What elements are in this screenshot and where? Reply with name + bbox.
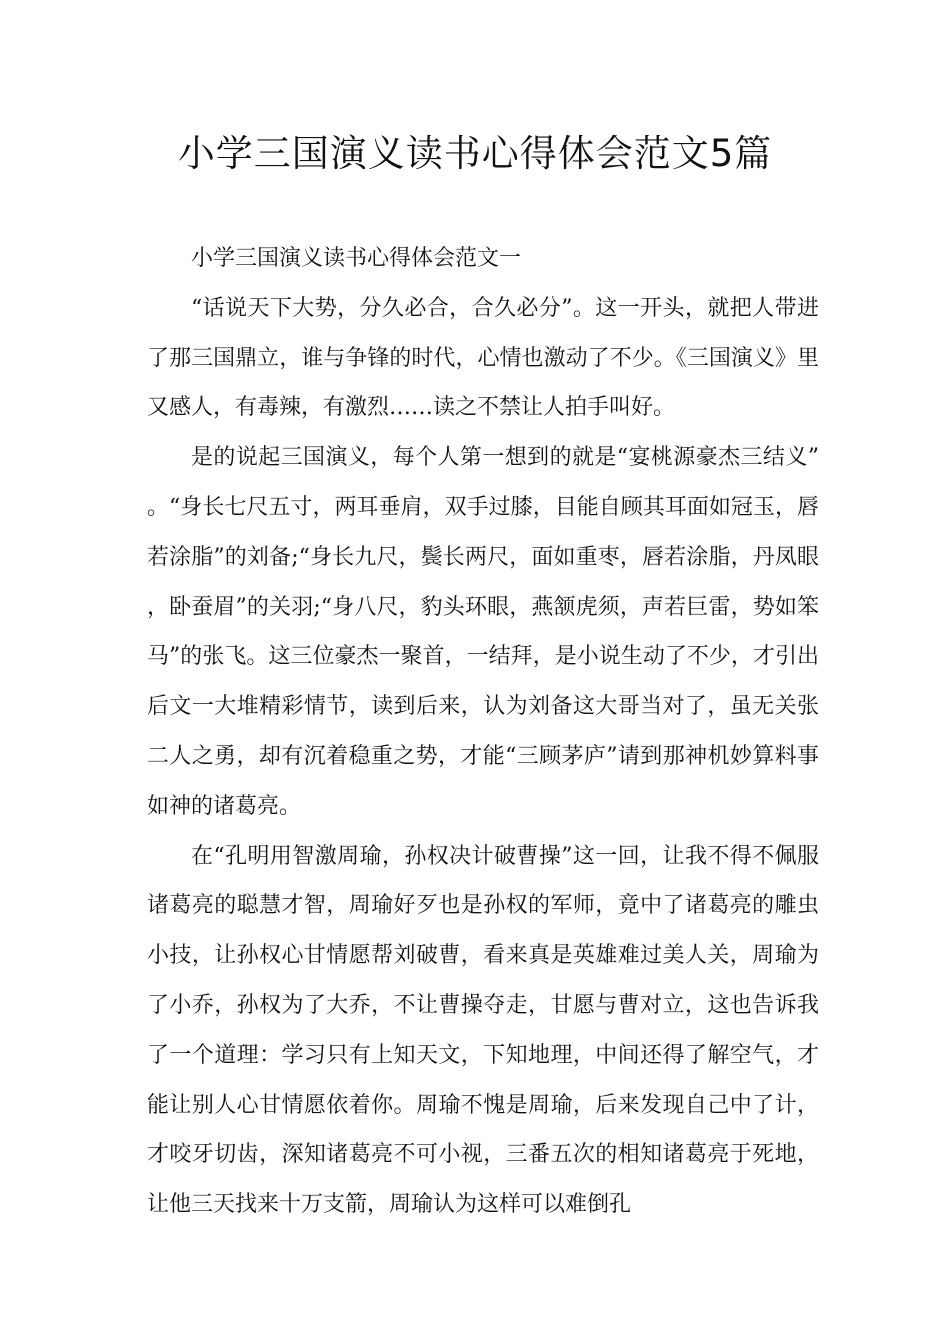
- paragraph-opening: “话说天下大势，分久必合，合久必分”。这一开头，就把人带进了那三国鼎立，谁与争锋的时代，心情也激动了不少。《三国演义》里又感人，有毒辣，有激烈……读之不禁让人拍手叫好。: [147, 295, 819, 421]
- paragraph-oath-of-peach-garden: 是的说起三国演义，每个人第一想到的就是“宴桃源豪杰三结义”。“身长七尺五寸，两耳垂肩，双手过膝，目能自顾其耳面如冠玉，唇若涂脂”的刘备;“身长九尺，鬓长两尺，面如重枣，唇若涂脂，丹凤眼，卧蚕眉”的关羽;“身八尺，豹头环眼，燕颔虎须，声若巨雷，势如笨马”的张飞。这三位豪杰一聚首，一结拜，是小说生动了不少，才引出后文一大堆精彩情节，读到后来，认为刘备这大哥当对了，虽无关张二人之勇，却有沉着稳重之势，才能“三顾茅庐”请到那神机妙算料事如神的诸葛亮。: [147, 445, 819, 819]
- document-title: 小学三国演义读书心得体会范文5篇: [177, 132, 773, 175]
- document-body: [147, 234, 819, 1230]
- paragraph-zhuge-liang: 在“孔明用智激周瑜，孙权决计破曹操”这一回，让我不得不佩服诸葛亮的聪慧才智，周瑜好歹也是孙权的军师，竟中了诸葛亮的雕虫小技，让孙权心甘情愿帮刘破曹，看来真是英雄难过美人关，周瑜为了小乔，孙权为了大乔，不让曹操夺走，甘愿与曹对立，这也告诉我了一个道理：学习只有上知天文，下知地理，中间还得了解空气，才能让别人心甘情愿依着你。周瑜不愧是周瑜，后来发现自己中了计，才咬牙切齿，深知诸葛亮不可小视，三番五次的相知诸葛亮于死地，让他三天找来十万支箭，周瑜认为这样可以难倒孔: [147, 843, 819, 1218]
- section-heading: 小学三国演义读书心得体会范文一: [191, 246, 522, 271]
